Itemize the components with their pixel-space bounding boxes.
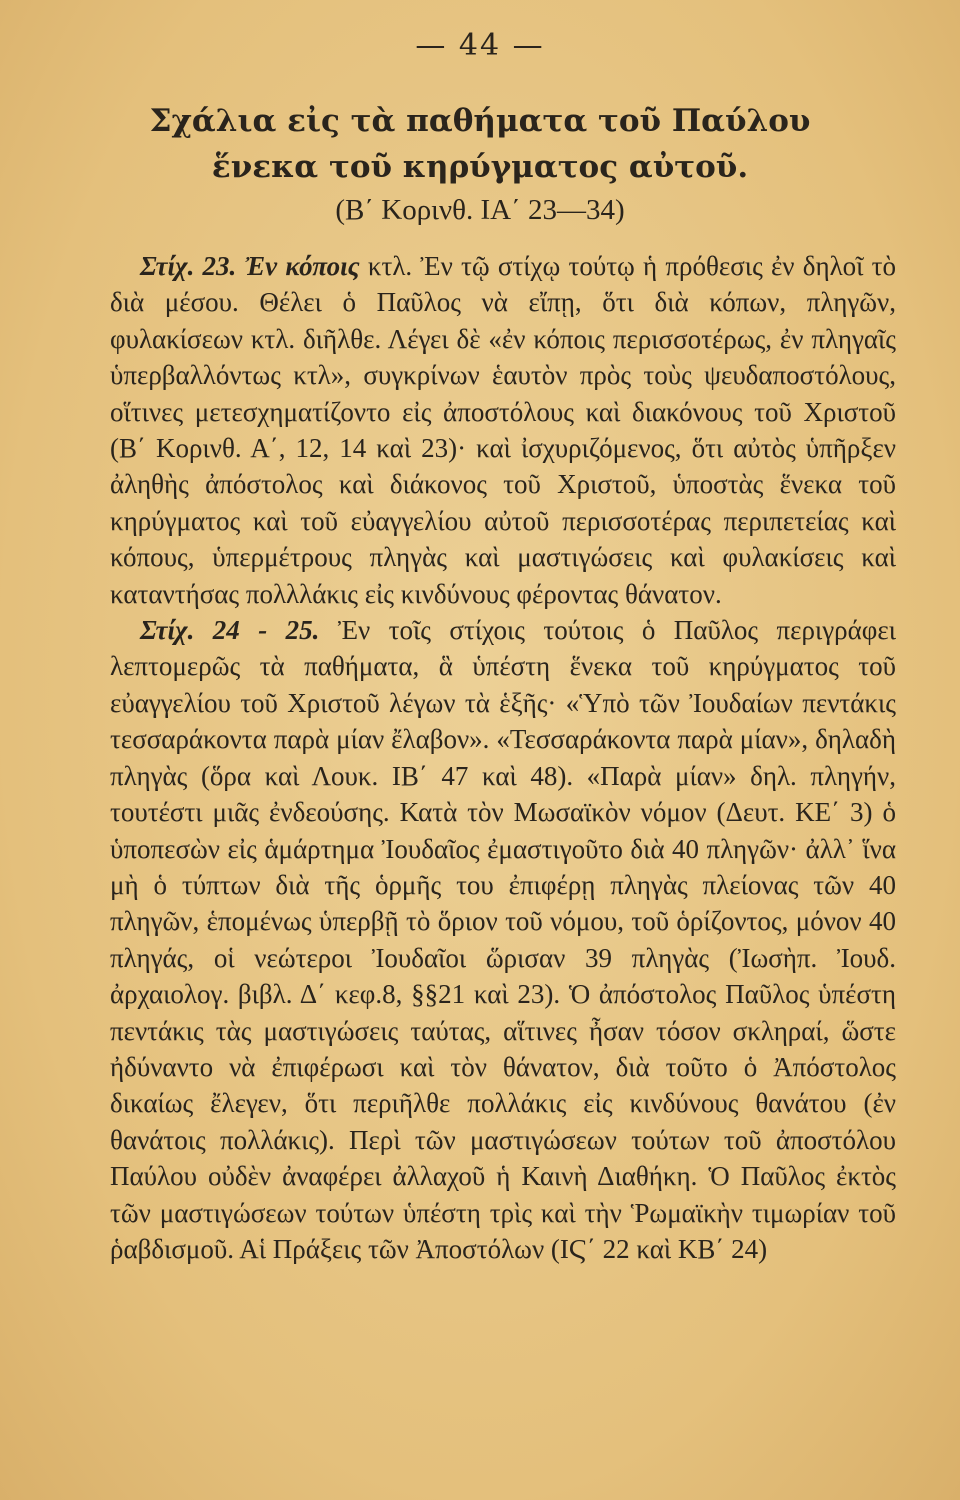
paragraph-text: Ἐν τοῖς στίχοις τούτοις ὁ Παῦλος περιγράφει λεπτομερῶς τὰ παθήματα, ἃ ὑπέστη ἕνεκα τοῦ κηρύγματος τοῦ εὐαγγελίου τοῦ Χριστοῦ λέγων τὰ ἑξῆς· «Ὑπὸ τῶν Ἰουδαίων πεντάκις τεσσαράκοντα παρὰ μίαν ἔλαβον». «Τεσσαράκοντα παρὰ μίαν», δηλαδὴ πληγὰς (ὅρα καὶ Λουκ. ΙΒ΄ 47 καὶ 48). «Παρὰ μίαν» δηλ. πληγήν, τουτέστι μιᾶς ἐνδεούσης. Κατὰ τὸν Μωσαϊκὸν νόμον (Δευτ. ΚΕ΄ 3) ὁ ὑποπεσὼν εἰς ἁμάρτημα Ἰουδαῖος ἐμαστιγοῦτο διὰ 40 πληγῶν· ἀλλ᾽ ἵνα μὴ ὁ τύπτων διὰ τῆς ὁρμῆς του ἐπιφέρῃ πληγὰς πλείονας τῶν 40 πληγῶν, ἑπομένως ὑπερβῇ τὸ ὅριον τοῦ νόμου, τοῦ ὁρίζοντος, μόνον 40 πληγάς, οἱ νεώτεροι Ἰουδαῖοι ὥρισαν 39 πληγὰς (Ἰωσὴπ. Ἰουδ. ἀρχαιολογ. βιβλ. Δ΄ κεφ.8, §§21 καὶ 23). Ὁ ἀπόστολος Παῦλος ὑπέστη πεντάκις τὰς μαστιγώσεις ταύτας, αἵτινες ἦσαν τόσον σκληραί, ὥστε ἠδύναντο νὰ ἐπιφέρωσι καὶ τὸν θάνατον, διὰ τοῦτο ὁ Ἀπόστολος δικαίως ἔλεγεν, ὅτι περιῆλθε πολλάκις εἰς κινδύνους θανάτου (ἐν θανάτοις πολλάκις). Περὶ τῶν μαστιγώσεων τούτων τοῦ ἀποστόλου Παύλου οὐδὲν ἀναφέρει ἀλλαχοῦ ἡ Καινὴ Διαθήκη. Ὁ Παῦλος ἐκτὸς τῶν μαστιγώσεων τούτων ὑπέστη τρὶς καὶ τὴν Ῥωμαϊκὴν τιμωρίαν τοῦ ῥαβδισμοῦ. Αἱ Πράξεις τῶν Ἀποστόλων (ΙϚ΄ 22 καὶ ΚΒ΄ 24)	[110, 615, 896, 1264]
body-text	[110, 248, 896, 1267]
section-heading	[0, 98, 960, 190]
paragraph-verse-23	[110, 248, 896, 612]
verse-label: Στίχ. 23. Ἐν κόποις	[140, 251, 360, 281]
verse-label: Στίχ. 24 - 25.	[140, 615, 320, 646]
heading-line-2: ἕνεκα τοῦ κηρύγματος αὐτοῦ.	[211, 149, 749, 185]
paragraph-verse-24-25	[110, 612, 896, 1267]
scripture-citation: (Β΄ Κορινθ. ΙΑ΄ 23—34)	[335, 194, 625, 226]
heading-line-1: Σχάλια εἰς τὰ παθήματα τοῦ Παύλου	[149, 103, 811, 139]
paragraph-text: κτλ. Ἐν τῷ στίχῳ τούτῳ ἡ πρόθεσις ἐν δηλοῖ τὸ διὰ μέσου. Θέλει ὁ Παῦλος νὰ εἴπῃ, ὅτι διὰ κόπων, πληγῶν, φυλακίσεων κτλ. διῆλθε. Λέγει δὲ «ἐν κόποις περισσοτέρως, ἐν πληγαῖς ὑπερβαλλόντως κτλ», συγκρίνων ἑαυτὸν πρὸς τοὺς ψευδαποστόλους, οἵτινες μετεσχηματίζοντο εἰς ἀποστόλους καὶ διακόνους τοῦ Χριστοῦ (Β΄ Κορινθ. Α΄, 12, 14 καὶ 23)· καὶ ἰσχυριζόμενος, ὅτι αὐτὸς ὑπῆρξεν ἀληθὴς ἀπόστολος καὶ διάκονος τοῦ Χριστοῦ, ὑποστὰς ἕνεκα τοῦ κηρύγματος καὶ τοῦ εὐαγγελίου αὐτοῦ περισσοτέρας περιπετείας καὶ κόπους, ὑπερμέτρους πληγὰς καὶ μαστιγώσεις καὶ φυλακίσεις καὶ καταντήσας πολλλάκις εἰς κινδύνους φέροντας θάνατον.	[110, 251, 896, 609]
page-number: — 44 —	[415, 28, 545, 63]
